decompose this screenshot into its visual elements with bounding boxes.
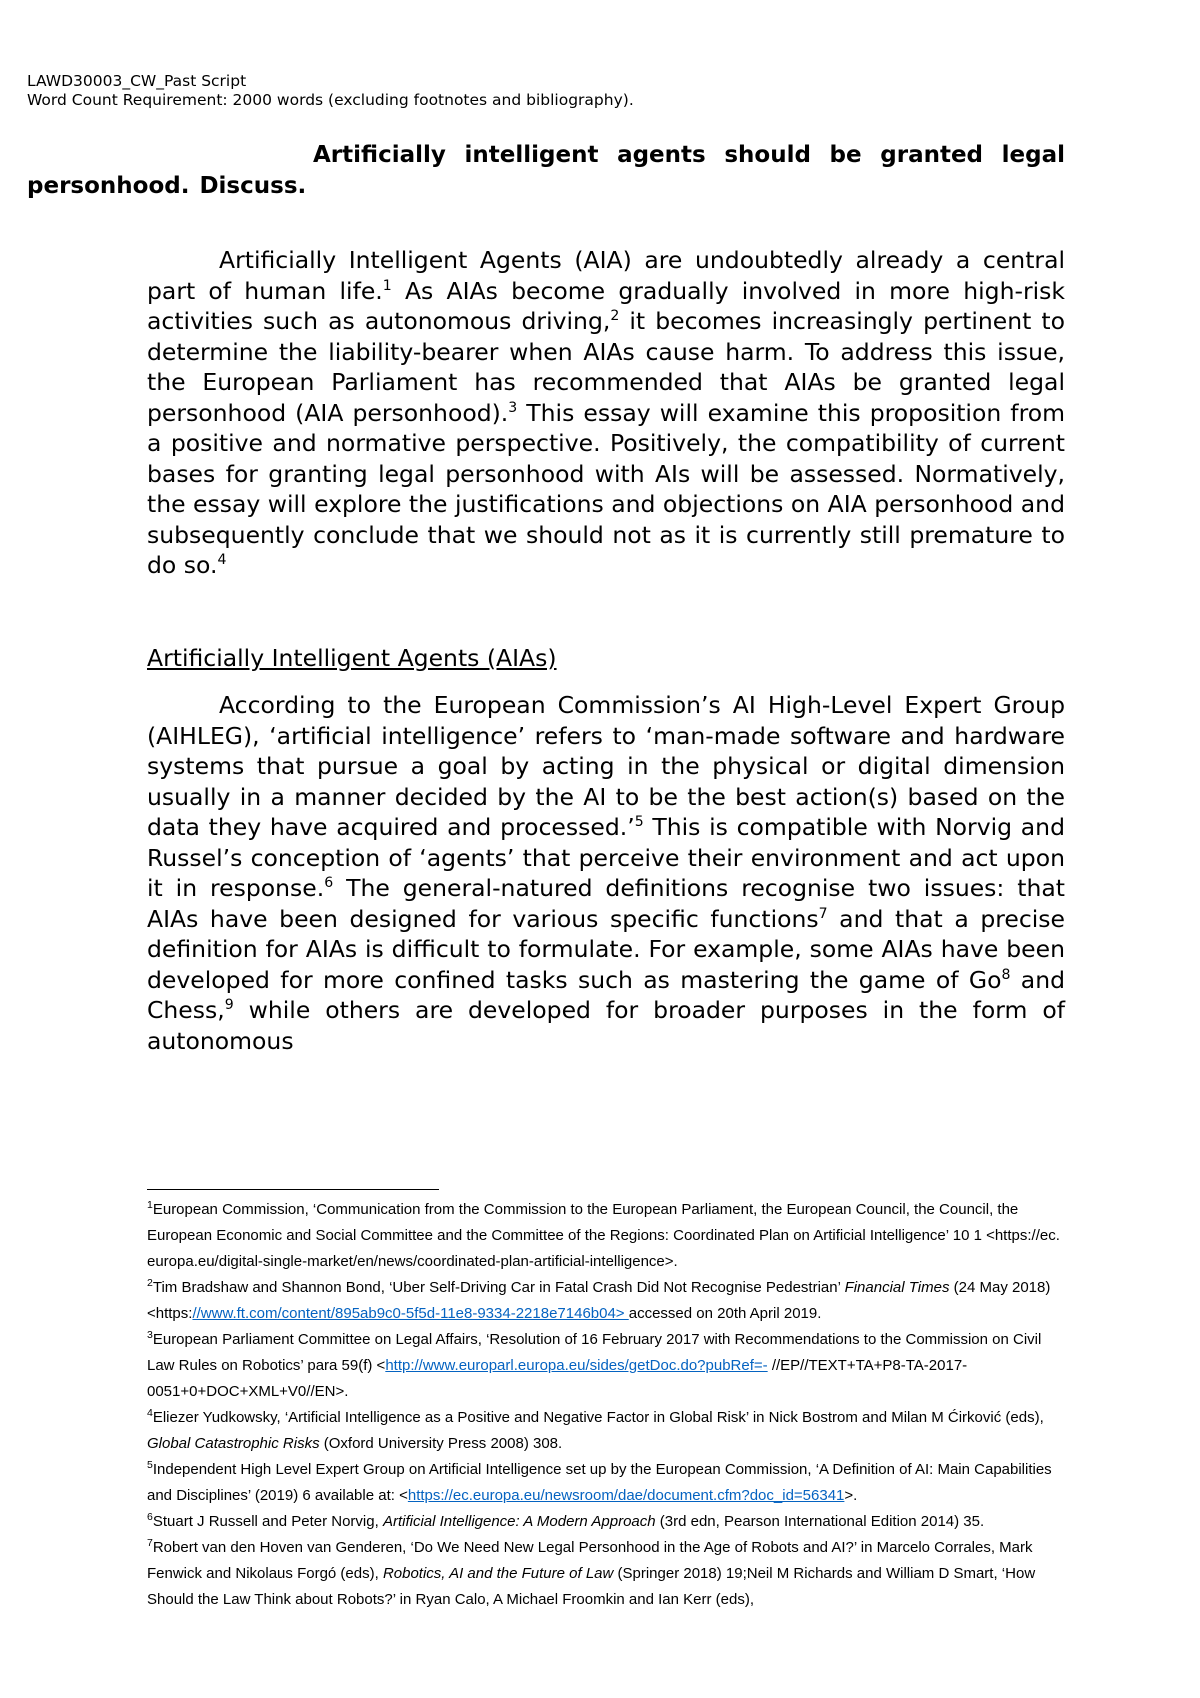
footnote-5-link[interactable]: https://ec.europa.eu/newsroom/dae/document.cfm?doc_id=56341 (407, 1487, 845, 1504)
footnote-ref-6[interactable]: 6 (324, 875, 334, 892)
footnote-ref-2[interactable]: 2 (610, 308, 620, 325)
footnote-1: $^1$European Commission, ‘Communication from the Commission to the European Parliament, the European Council, the Council, the European Economic and Social Committee and the Committee of the Regions: Coordinated Plan on Artificial Intelligence’ 10 1 <https://ec. europa.eu/digital-single-market/en/news/coordinated-plan-artificial-intelligence>. (147, 1199, 1060, 1270)
footnote-ref-9[interactable]: 9 (224, 997, 234, 1014)
footnote-5: $^5$Independent High Level Expert Group on Artificial Intelligence set up by the European Commission, ‘A Definition of AI: Main Capabilities and Disciplines’ (2019) 6 available at: <https://ec.europa.eu/newsroom/dae/document.cfm?doc_id=56341>. (147, 1459, 1052, 1504)
intro-paragraph: Artificially Intelligent Agents (AIA) are undoubtedly already a central part of human life.$^1$ As AIAs become gradually involved in more high-risk activities such as autonomous driving,$^2$ it becomes increasingly pertinent to determine the liability-bearer when AIAs cause harm. To address this issue, the European Parliament has recommended that AIAs be granted legal personhood (AIA personhood).$^3$ This essay will examine this proposition from a positive and normative perspective. Positively, the compatibility of current bases for granting legal personhood with AIs will be assessed. Normatively, the essay will explore the justifications and objections on AIA personhood and subsequently conclude that we should not as it is currently still premature to do so.$^4$ (147, 246, 1065, 579)
footnote-ref-7[interactable]: 7 (818, 905, 828, 922)
essay-title: Artificially intelligent agents should be granted legal personhood. Discuss. (27, 142, 1065, 199)
footnote-4: $^4$Eliezer Yudkowsky, ‘Artificial Intelligence as a Positive and Negative Factor in Global Risk’ in Nick Bostrom and Milan M Ćirković (eds), Global Catastrophic Risks (Oxford University Press 2008) 308. (147, 1407, 1044, 1452)
footnote-3-link[interactable]: http://www.europarl.europa.eu/sides/getDoc.do?pubRef=- (385, 1357, 768, 1374)
footnote-ref-4[interactable]: 4 (217, 552, 227, 569)
footnotes (147, 1197, 1065, 1613)
course-code-line: LAWD30003_CW_Past Script (27, 72, 247, 90)
word-count-line: Word Count Requirement: 2000 words (excluding footnotes and bibliography). (27, 91, 634, 109)
section-paragraph: According to the European Commission’s AI High-Level Expert Group (AIHLEG), ‘artificial intelligence’ refers to ‘man-made software and hardware systems that pursue a goal by acting in the physical or digital dimension usually in a manner decided by the AI to be the best action(s) based on the data they have acquired and processed.’$^5$ This is compatible with Norvig and Russel’s conception of ‘agents’ that perceive their environment and act upon it in response.$^6$ The general-natured definitions recognise two issues: that AIAs have been designed for various specific functions$^7$ and that a precise definition for AIAs is difficult to formulate. For example, some AIAs have been developed for more confined tasks such as mastering the game of Go$^8$ and Chess,$^9$ while others are developed for broader purposes in the form of autonomous (147, 691, 1066, 1055)
footnote-3: $^3$European Parliament Committee on Legal Affairs, ‘Resolution of 16 February 2017 with Recommendations to the Commission on Civil Law Rules on Robotics’ para 59(f) <http://www.europarl.europa.eu/sides/getDoc.do?pubRef=- //EP//TEXT+TA+P8-TA-2017-0051+0+DOC+XML+V0//EN>. (147, 1329, 1042, 1400)
footnote-2: $^2$Tim Bradshaw and Shannon Bond, ‘Uber Self-Driving Car in Fatal Crash Did Not Recognise Pedestrian’ Financial Times (24 May 2018) <https://www.ft.com/content/895ab9c0-5f5d-11e8-9334-2218e7146b04> accessed on 20th April 2019. (147, 1277, 1051, 1322)
footnote-2-link[interactable]: //www.ft.com/content/895ab9c0-5f5d-11e8-9334-2218e7146b04> (192, 1305, 629, 1322)
footnote-6: $^6$Stuart J Russell and Peter Norvig, Artificial Intelligence: A Modern Approach (3rd edn, Pearson International Edition 2014) 35. (147, 1511, 985, 1530)
footnote-ref-5[interactable]: 5 (634, 814, 644, 831)
document-header (27, 72, 634, 110)
footnote-ref-1[interactable]: 1 (382, 277, 392, 294)
footnote-ref-8[interactable]: 8 (1001, 966, 1011, 983)
footnote-ref-3[interactable]: 3 (508, 399, 518, 416)
footnote-separator (147, 1189, 439, 1190)
footnote-7: $^7$Robert van den Hoven van Genderen, ‘Do We Need New Legal Personhood in the Age of Robots and AI?’ in Marcelo Corrales, Mark Fenwick and Nikolaus Forgó (eds), Robotics, AI and the Future of Law (Springer 2018) 19;Neil M Richards and William D Smart, ‘How Should the Law Think about Robots?’ in Ryan Calo, A Michael Froomkin and Ian Kerr (eds), (147, 1537, 1036, 1608)
section-heading: Artificially Intelligent Agents (AIAs) (147, 644, 557, 672)
